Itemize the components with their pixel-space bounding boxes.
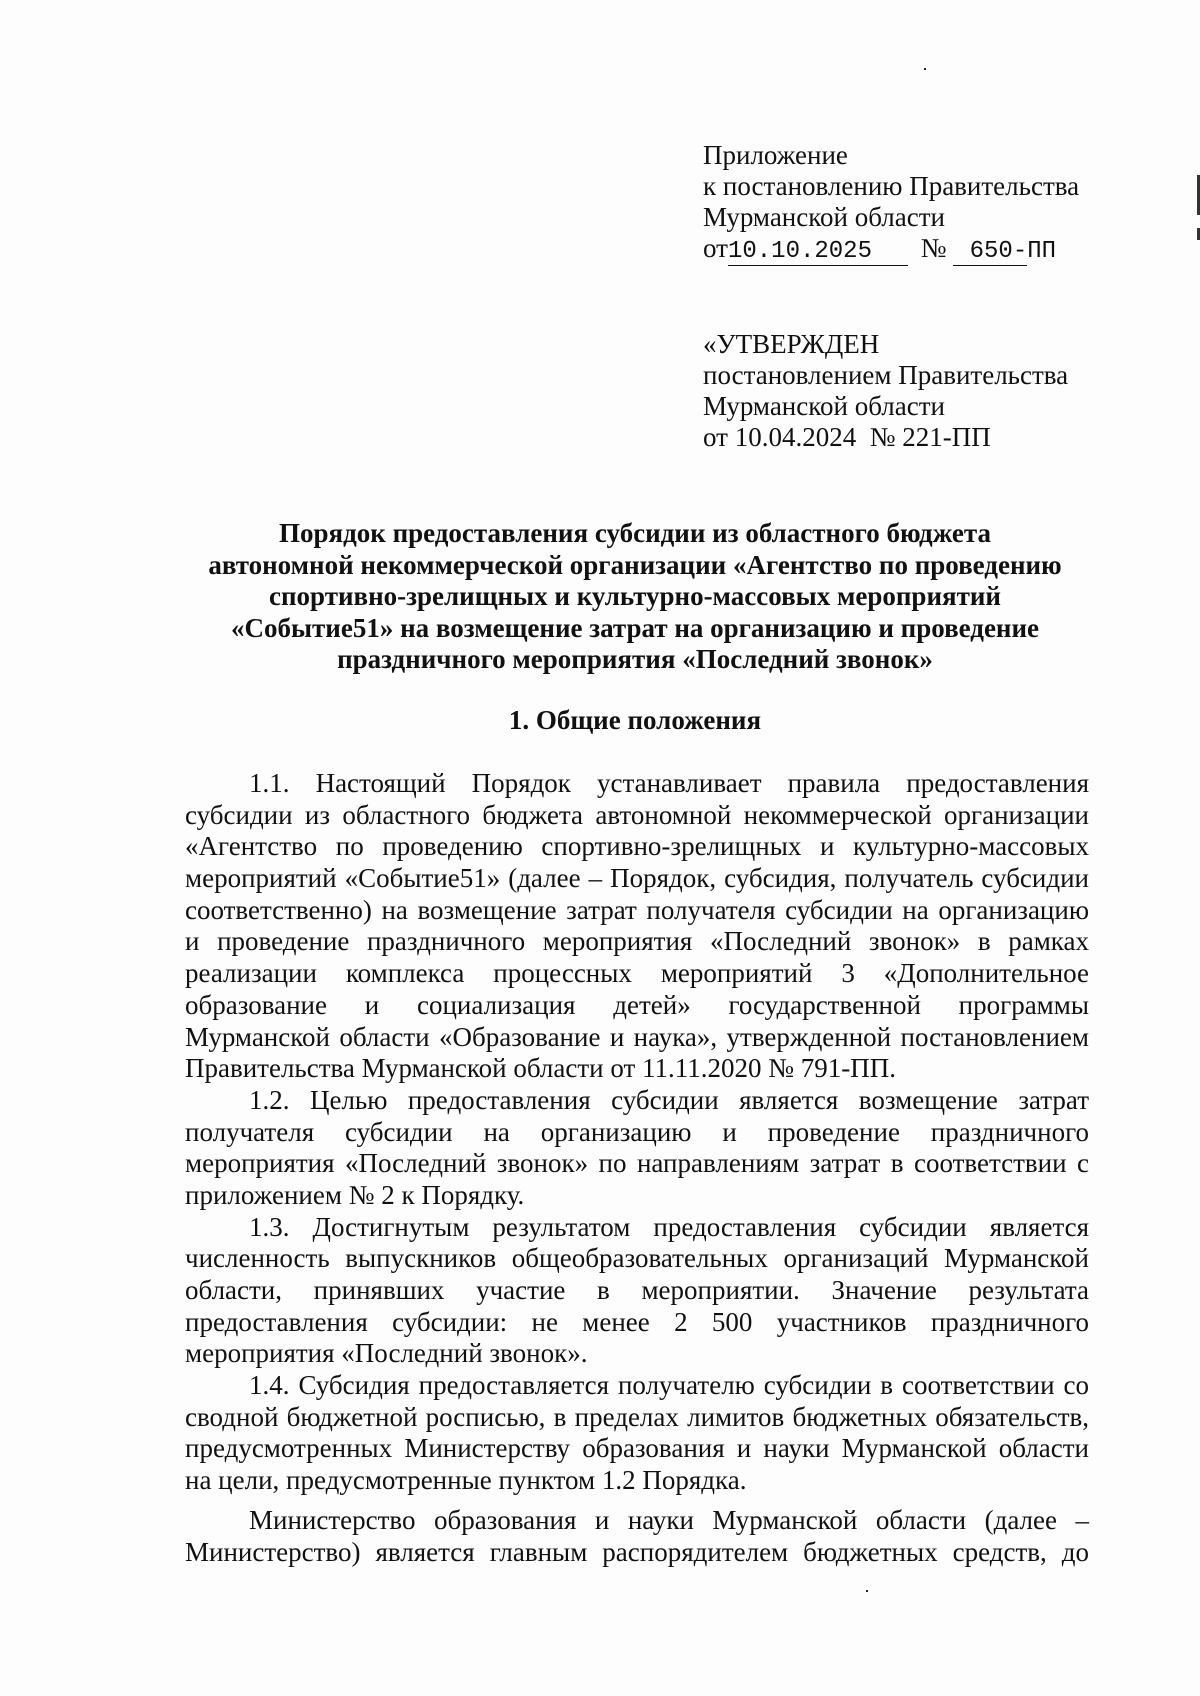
paragraph-line: реализации комплекса процессных мероприятий 3 «Дополнительное — [185, 958, 1089, 989]
section-body — [185, 768, 1089, 1568]
paragraph-line: приложением № 2 к Порядку. — [185, 1179, 525, 1210]
paragraph-line: на цели, предусмотренные пунктом 1.2 Порядка. — [185, 1465, 747, 1496]
paragraph-line: образование и социализация детей» государственной программы — [185, 989, 1089, 1020]
title-line: Порядок предоставления субсидии из областного бюджета — [278, 518, 991, 548]
paragraph-line: «Агентство по проведению спортивно-зрелищных и культурно-массовых — [185, 831, 1089, 862]
paragraph-1-1 — [185, 768, 1089, 1085]
paragraph-line: Правительства Мурманской области от 11.11.2020 № 791-ПП. — [185, 1053, 897, 1084]
scan-speck — [924, 68, 926, 70]
appendix-line-3: Мурманской области — [703, 202, 945, 232]
paragraph-line: мероприятий «Событие51» (далее – Порядок, субсидия, получатель субсидии — [185, 863, 1089, 894]
approval-title: «УТВЕРЖДЕН — [703, 329, 880, 359]
title-line: спортивно-зрелищных и культурно-массовых мероприятий — [269, 581, 1001, 611]
number-suffix: ПП — [1027, 238, 1057, 265]
number-prefix: № — [920, 233, 947, 263]
number-field: 650- — [953, 239, 1027, 266]
paragraph-line: получателя субсидии на организацию и проведение праздничного — [185, 1116, 1089, 1147]
paragraph-line: мероприятия «Последний звонок» по направлениям затрат в соответствии с — [185, 1148, 1089, 1179]
paragraph-line: сводной бюджетной росписью, в пределах лимитов бюджетных обязательств, — [185, 1401, 1089, 1432]
approval-block — [703, 329, 1068, 453]
paragraph-line: мероприятия «Последний звонок». — [185, 1338, 588, 1369]
paragraph-1-3 — [185, 1212, 1089, 1370]
approval-date-line: от 10.04.2024 № 221-ПП — [703, 422, 991, 452]
paragraph-1-4 — [185, 1370, 1089, 1497]
title-line: автономной некоммерческой организации «Агентство по проведению — [208, 549, 1062, 580]
date-prefix: от — [703, 233, 728, 263]
section-heading: 1. Общие положения — [508, 705, 762, 735]
appendix-header — [703, 140, 1079, 267]
paragraph-line: численность выпускников общеобразовательных организаций Мурманской — [185, 1243, 1089, 1274]
approval-line-3: Мурманской области — [703, 391, 945, 421]
paragraph-line: 1.3. Достигнутым результатом предоставления субсидии является — [249, 1211, 1089, 1242]
paragraph-line: соответственно) на возмещение затрат получателя субсидии на организацию — [185, 894, 1089, 925]
paragraph-line: 1.1. Настоящий Порядок устанавливает правила предоставления — [249, 768, 1089, 798]
paragraph-line: 1.4. Субсидия предоставляется получателю субсидии в соответствии со — [249, 1370, 1089, 1401]
approval-line-2: постановлением Правительства — [703, 360, 1069, 390]
appendix-date-line — [703, 233, 1079, 267]
date-field: 10.10.2025 — [728, 239, 908, 266]
appendix-title: Приложение — [703, 140, 848, 170]
paragraph-line: предоставления субсидии: не менее 2 500 участников праздничного — [185, 1306, 1089, 1337]
paragraph-line: предусмотренных Министерству образования и науки Мурманской области — [185, 1433, 1089, 1464]
title-line: «Событие51» на возмещение затрат на организацию и проведение — [230, 612, 1040, 643]
paragraph-line: Министерство образования и науки Мурманской области (далее – — [249, 1504, 1089, 1535]
paragraph-line: области, принявших участие в мероприятии. Значение результата — [185, 1275, 1089, 1305]
document-title — [160, 518, 1110, 676]
paragraph-line: Мурманской области «Образование и наука», утвержденной постановлением — [185, 1021, 1089, 1052]
paragraph-line: 1.2. Целью предоставления субсидии является возмещение затрат — [249, 1084, 1089, 1115]
paragraph-line: субсидии из областного бюджета автономной некоммерческой организации — [185, 799, 1089, 830]
appendix-line-2: к постановлению Правительства — [703, 171, 1080, 201]
paragraph-line: Министерство) является главным распорядителем бюджетных средств, до — [185, 1536, 1089, 1567]
scan-speck — [866, 1590, 868, 1592]
paragraph-ministry — [185, 1505, 1089, 1568]
title-line: праздничного мероприятия «Последний звонок» — [337, 644, 933, 674]
paragraph-line: и проведение праздничного мероприятия «Последний звонок» в рамках — [185, 926, 1089, 957]
paragraph-gap — [185, 1497, 1089, 1505]
paragraph-1-2 — [185, 1085, 1089, 1212]
